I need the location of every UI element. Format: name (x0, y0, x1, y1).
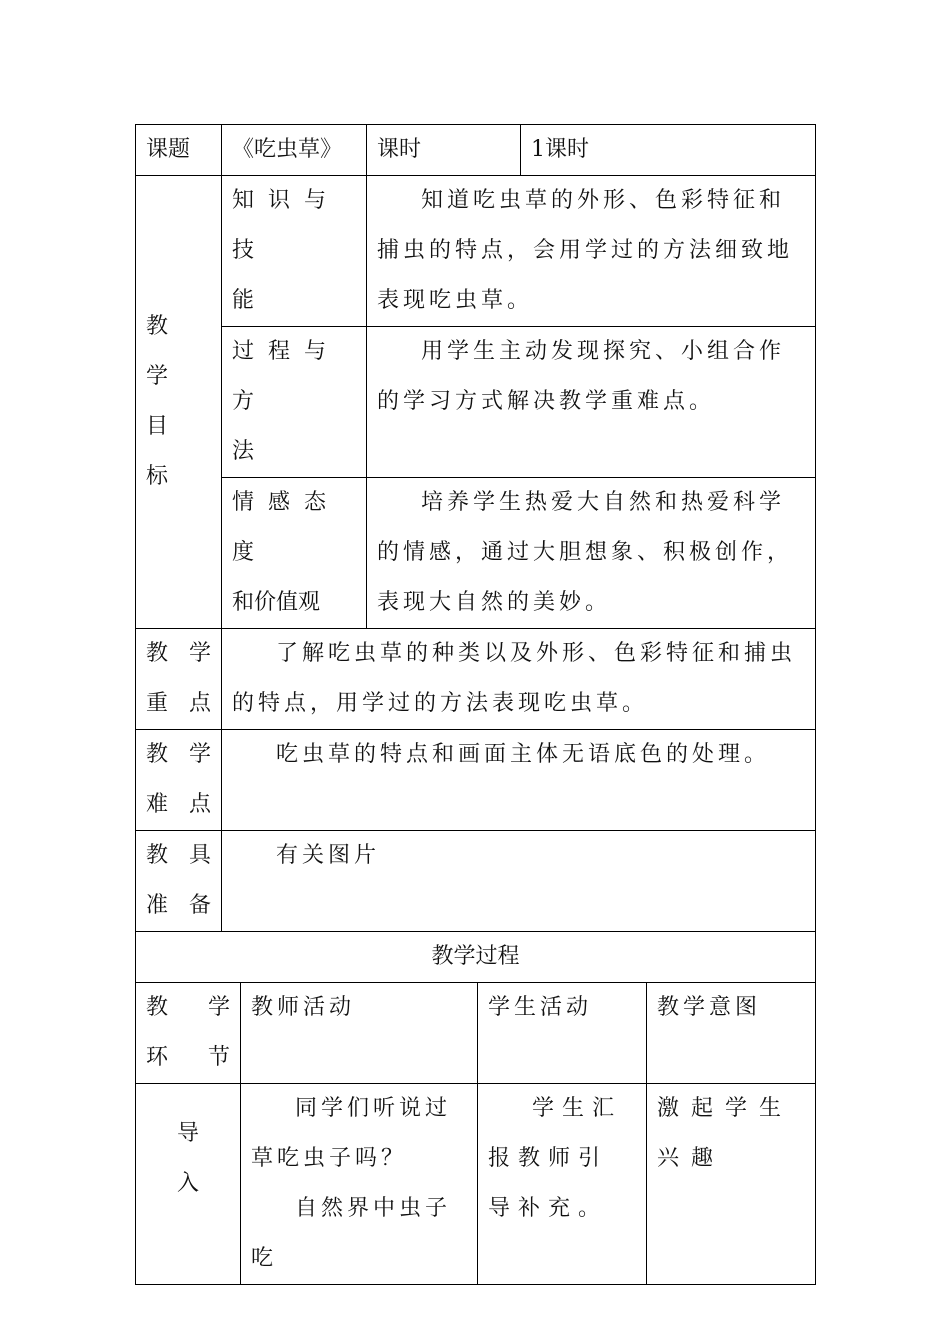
period-value: 1课时 (521, 125, 816, 176)
topic-value: 《吃虫草》 (222, 125, 367, 176)
header-row (136, 125, 816, 176)
key-points-label: 教 学 重 点 (136, 629, 222, 730)
materials-label: 教 具 准 备 (136, 831, 222, 932)
materials-row (136, 831, 816, 932)
student-activity-header: 学生活动 (478, 983, 647, 1084)
objective-row-process (136, 327, 816, 478)
key-points-content: 了解吃虫草的种类以及外形、色彩特征和捕虫的特点，用学过的方法表现吃虫草。 (222, 629, 816, 730)
objective-name: 情感态度 和价值观 (222, 478, 367, 629)
difficulties-content: 吃虫草的特点和画面主体无语底色的处理。 (222, 730, 816, 831)
lesson-plan-table (135, 124, 816, 1285)
objective-content: 培养学生热爱大自然和热爱科学的情感，通过大胆想象、积极创作，表现大自然的美妙。 (367, 478, 816, 629)
key-points-row (136, 629, 816, 730)
period-label: 课时 (367, 125, 521, 176)
objectives-label: 教 学 目 标 (136, 176, 222, 629)
objective-name: 知识与技 能 (222, 176, 367, 327)
teacher-activity-cell: 同学们听说过草吃虫子吗？ 自然界中虫子吃 (241, 1084, 478, 1285)
objective-row-emotion (136, 478, 816, 629)
objective-name: 过程与方 法 (222, 327, 367, 478)
difficulties-row (136, 730, 816, 831)
student-activity-cell: 学生汇报教师引导补充。 (478, 1084, 647, 1285)
process-title: 教学过程 (136, 932, 816, 983)
stage-header: 教 学 环 节 (136, 983, 241, 1084)
teacher-activity-header: 教师活动 (241, 983, 478, 1084)
objective-row-knowledge (136, 176, 816, 327)
intent-header: 教学意图 (647, 983, 816, 1084)
difficulties-label: 教 学 难 点 (136, 730, 222, 831)
process-header-row (136, 983, 816, 1084)
intent-cell: 激起学生兴趣 (647, 1084, 816, 1285)
process-row (136, 1084, 816, 1285)
objective-content: 知道吃虫草的外形、色彩特征和捕虫的特点，会用学过的方法细致地表现吃虫草。 (367, 176, 816, 327)
topic-label: 课题 (136, 125, 222, 176)
process-title-row (136, 932, 816, 983)
objective-content: 用学生主动发现探究、小组合作的学习方式解决教学重难点。 (367, 327, 816, 478)
materials-content: 有关图片 (222, 831, 816, 932)
stage-cell: 导 入 (136, 1084, 241, 1285)
